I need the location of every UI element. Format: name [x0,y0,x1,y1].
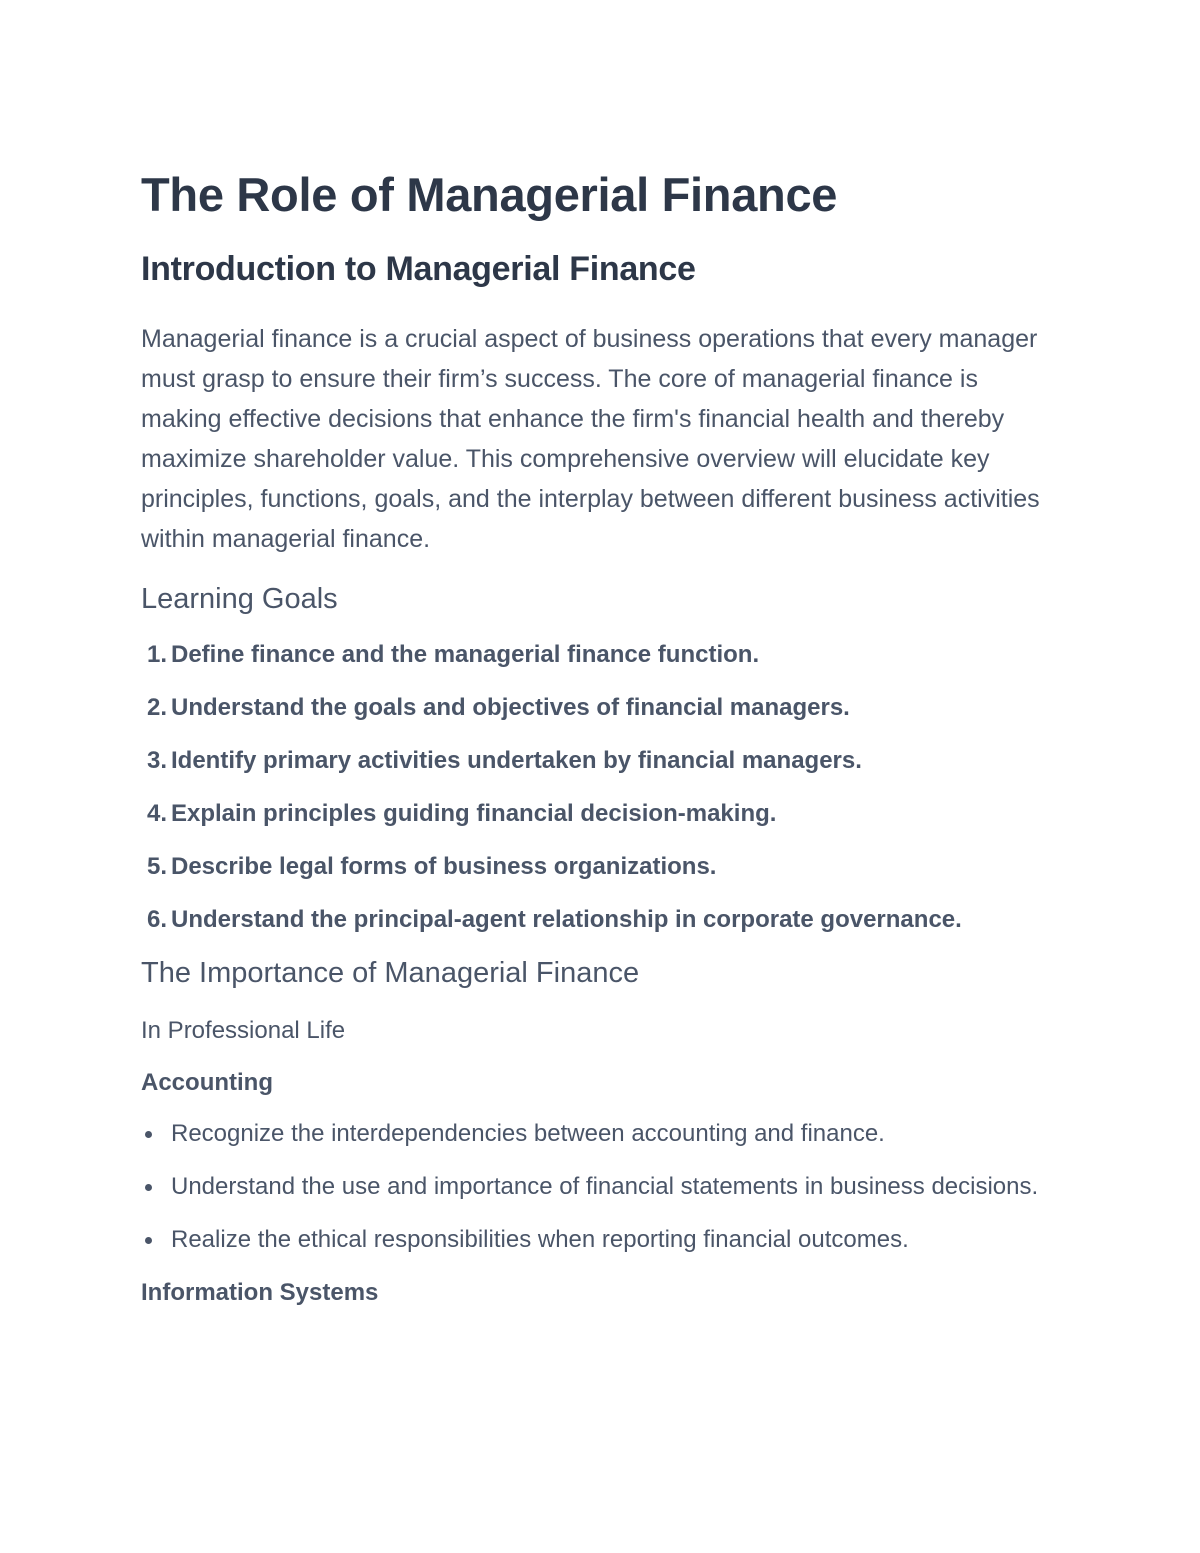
list-item [141,1220,1060,1260]
list-item [141,741,1051,781]
list-number: 2. [146,694,167,721]
accounting-bullet-list [141,1114,1060,1260]
intro-paragraph: Managerial finance is a crucial aspect of business operations that every manager must grasp to ensure their firm’s success. The core of managerial finance is making effective decisions that enhance the firm's financial health and thereby maximize shareholder value. This comprehensive overview will elucidate key principles, functions, goals, and the interplay between different business activities within managerial finance. [141,325,1040,553]
list-item-text: Describe legal forms of business organizations. [171,853,717,880]
list-item [141,688,1051,728]
learning-goals-list [141,635,1060,940]
information-systems-heading: Information Systems [141,1279,379,1306]
list-item-text: Understand the use and importance of financial statements in business decisions. [171,1173,1039,1200]
list-item-text: Recognize the interdependencies between accounting and finance. [171,1120,885,1147]
section-heading-introduction: Introduction to Managerial Finance [141,250,696,288]
list-number: 5. [146,853,167,880]
list-item-text: Understand the goals and objectives of financial managers. [171,694,850,721]
learning-goals-heading: Learning Goals [141,583,338,615]
list-item-text: Identify primary activities undertaken by financial managers. [171,747,862,774]
list-item [141,1167,1060,1207]
bullet-icon [145,1131,152,1138]
list-item [141,1114,1060,1154]
professional-life-subheading: In Professional Life [141,1017,346,1044]
document-title: The Role of Managerial Finance [141,168,838,221]
list-item [141,900,1051,940]
list-item-text: Realize the ethical responsibilities when reporting financial outcomes. [171,1226,909,1253]
list-item [141,847,1051,887]
bullet-icon [145,1184,152,1191]
importance-heading: The Importance of Managerial Finance [141,957,640,989]
list-item [141,635,1051,675]
list-item [141,794,1051,834]
list-item-text: Understand the principal-agent relationship in corporate governance. [171,906,962,933]
bullet-icon [145,1237,152,1244]
list-item-text: Explain principles guiding financial decision-making. [171,800,777,827]
list-number: 4. [146,800,167,827]
list-number: 1. [146,641,167,668]
accounting-heading: Accounting [141,1069,273,1096]
list-number: 3. [146,747,167,774]
list-number: 6. [146,906,167,933]
list-item-text: Define finance and the managerial finance function. [171,641,760,668]
